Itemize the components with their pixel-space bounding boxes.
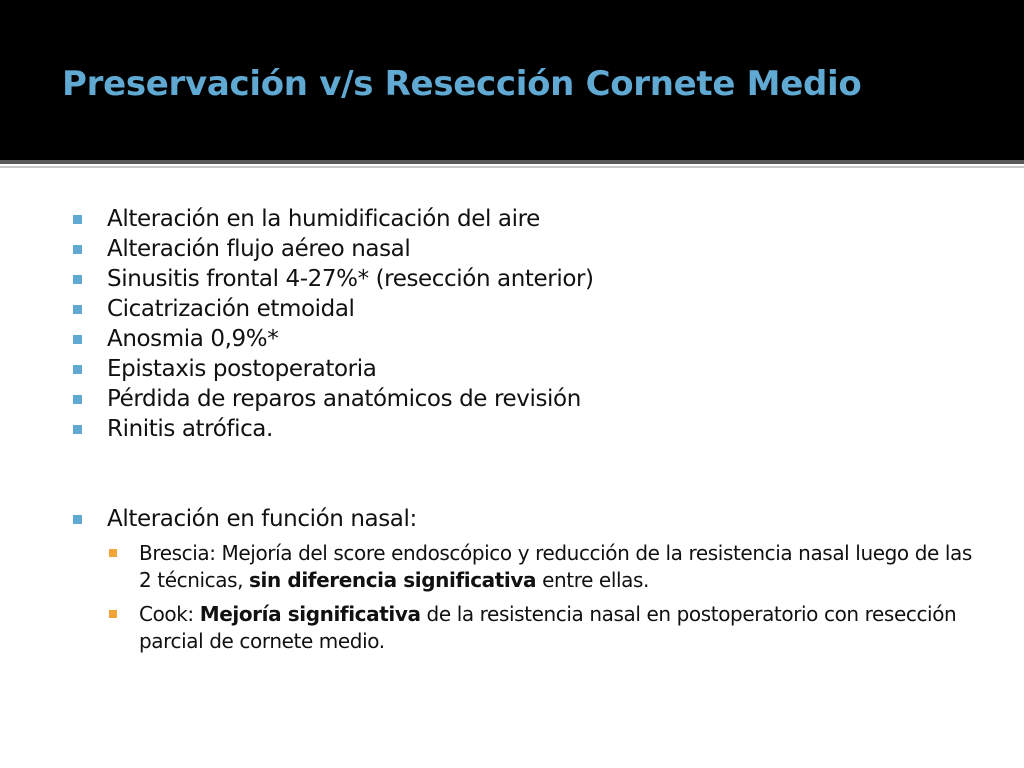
bullet-text: Alteración en función nasal: xyxy=(107,506,417,532)
bullet-item xyxy=(72,354,972,384)
bullet-text: Sinusitis frontal 4-27%* (resección anterior) xyxy=(107,266,594,292)
square-bullet-icon xyxy=(73,365,82,374)
bullet-text: Epistaxis postoperatoria xyxy=(107,356,377,382)
sub-bullet-list xyxy=(107,540,972,655)
orange-square-bullet-icon xyxy=(109,610,117,618)
bullet-list xyxy=(72,204,972,655)
sub-bullet-brescia xyxy=(107,540,979,594)
bullet-text: Cicatrización etmoidal xyxy=(107,296,355,322)
bullet-text: Alteración flujo aéreo nasal xyxy=(107,236,411,262)
square-bullet-icon xyxy=(73,305,82,314)
bullet-item xyxy=(72,264,972,294)
sub-bullet-bold: Mejoría significativa xyxy=(199,602,421,626)
bullet-item xyxy=(72,294,972,324)
sub-bullet-text: de la resistencia nasal en postoperatorio con resección parcial de cornete medio. xyxy=(139,602,957,653)
bullet-text: Rinitis atrófica. xyxy=(107,416,273,442)
square-bullet-icon xyxy=(73,515,82,524)
divider-light xyxy=(0,166,1024,168)
slide-body xyxy=(72,204,972,662)
bullet-text: Anosmia 0,9%* xyxy=(107,326,279,352)
sub-bullet-text: entre ellas. xyxy=(536,568,649,592)
bullet-item xyxy=(72,414,972,444)
sub-bullet-text: Brescia: Mejoría del score endoscópico y reducción de la resistencia nasal luego de las 2 técnicas, xyxy=(139,541,972,592)
orange-square-bullet-icon xyxy=(109,549,117,557)
slide-title: Preservación v/s Resección Cornete Medio xyxy=(62,64,862,104)
square-bullet-icon xyxy=(73,335,82,344)
bullet-text: Alteración en la humidificación del aire xyxy=(107,206,540,232)
bullet-item xyxy=(72,204,972,234)
bullet-item-nasal-function xyxy=(72,504,972,655)
sub-bullet-bold: sin diferencia significativa xyxy=(249,568,537,592)
bullet-item xyxy=(72,234,972,264)
square-bullet-icon xyxy=(73,395,82,404)
bullet-item xyxy=(72,324,972,354)
sub-bullet-text: Cook: xyxy=(139,602,200,626)
bullet-item xyxy=(72,384,972,414)
divider-dark xyxy=(0,160,1024,164)
title-bar xyxy=(0,0,1024,160)
square-bullet-icon xyxy=(73,215,82,224)
square-bullet-icon xyxy=(73,245,82,254)
square-bullet-icon xyxy=(73,425,82,434)
bullet-text: Pérdida de reparos anatómicos de revisión xyxy=(107,386,581,412)
square-bullet-icon xyxy=(73,275,82,284)
sub-bullet-cook xyxy=(107,601,979,655)
